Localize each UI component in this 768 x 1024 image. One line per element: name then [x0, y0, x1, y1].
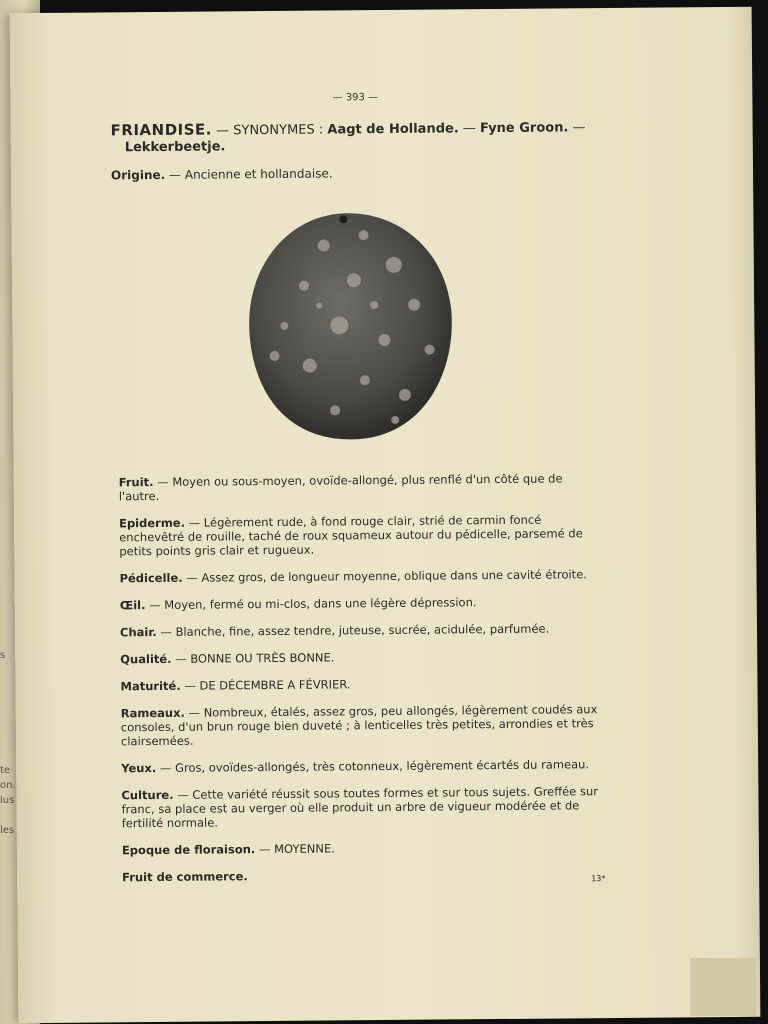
entry-fruit: [119, 471, 604, 503]
entry-label: Yeux.: [121, 761, 157, 776]
page-number: — 393 —: [332, 92, 379, 104]
entry-label: Maturité.: [120, 678, 181, 694]
entry-label: Fruit de commerce.: [122, 869, 248, 885]
facing-page-fragment: on.: [0, 780, 16, 791]
entry-text: — Moyen, fermé ou mi-clos, dans une légère dépression.: [145, 595, 477, 613]
entry-text: — Cette variété réussit sous toutes formes et sur tous sujets. Greffée sur franc, sa place est au verger où elle produit un arbre de vigueur modérée et de fertilité normale.: [121, 784, 599, 831]
entry-text: — Assez gros, de longueur moyenne, oblique dans une cavité étroite.: [182, 567, 587, 585]
entry-text: — Nombreux, étalés, assez gros, peu allongés, légèrement coudés aux consoles, d'un brun rouge bien duveté ; à lenticelles très petites, arrondies et très clairsemées.: [120, 702, 598, 749]
entry-text: — Moyen ou sous-moyen, ovoïde-allongé, plus renflé d'un côté que de l'autre.: [118, 471, 563, 504]
synonyms-label: — SYNONYMES :: [211, 122, 328, 139]
corner-thumbnail: [690, 958, 756, 1016]
origin-text: — Ancienne et hollandaise.: [165, 166, 333, 182]
entry-floraison: [122, 839, 607, 857]
description-list: [119, 471, 608, 897]
entry-label: Fruit.: [118, 475, 154, 490]
signature-mark: 13*: [591, 874, 606, 884]
entry-label: Epoque de floraison.: [121, 842, 256, 858]
entry-chair: [120, 621, 605, 639]
entry-pedicelle: [119, 567, 604, 585]
entry-label: Epiderme.: [119, 515, 186, 531]
book-page: [10, 7, 761, 1023]
entry-text: — DE DÉCEMBRE A FÉVRIER.: [180, 677, 351, 693]
synonym: Aagt de Hollande.: [327, 121, 459, 138]
entry-label: Culture.: [121, 787, 174, 803]
facing-page-fragment: te: [0, 765, 11, 776]
separator: —: [568, 120, 586, 136]
entry-culture: [121, 784, 606, 830]
entry-text: — BONNE OU TRÈS BONNE.: [171, 650, 335, 666]
entry-label: Œil.: [119, 598, 146, 613]
entry-maturite: [120, 675, 605, 693]
variety-title: [111, 118, 611, 156]
origin-line: [111, 164, 611, 182]
facing-page-fragment: les: [0, 825, 15, 836]
origin-label: Origine.: [110, 167, 166, 183]
entry-label: Rameaux.: [120, 705, 185, 721]
separator: —: [458, 121, 481, 137]
entry-oeil: [120, 594, 605, 612]
page-header: [111, 118, 612, 182]
entry-qualite: [120, 648, 605, 666]
pear-body: [248, 212, 453, 440]
entry-epiderme: [119, 512, 604, 558]
synonym: Fyne Groon.: [479, 120, 569, 137]
entry-text: — MOYENNE.: [255, 841, 335, 857]
entry-rameaux: [121, 702, 606, 748]
entry-text: — Gros, ovoïdes-allongés, très cotonneux, légèrement écartés du rameau.: [156, 757, 590, 776]
entry-label: Qualité.: [120, 651, 172, 667]
entry-label: Chair.: [119, 624, 157, 640]
pear-photo: [243, 204, 455, 444]
entry-yeux: [121, 757, 606, 775]
facing-page-fragment: lus: [0, 795, 15, 806]
facing-page-fragment: s: [0, 650, 6, 661]
synonym: Lekkerbeetje.: [124, 139, 226, 156]
entry-label: Pédicelle.: [119, 570, 183, 586]
entry-commerce: [122, 866, 607, 884]
variety-name: FRIANDISE.: [110, 120, 213, 140]
entry-text: — Blanche, fine, assez tendre, juteuse, sucrée, acidulée, parfumée.: [156, 621, 550, 639]
pear-eye: [339, 215, 347, 223]
entry-text: — Légèrement rude, à fond rouge clair, strié de carmin foncé enchevêtré de rouille, taché de roux squameux autour du pédicelle, parsemé de petits points gris clair et rugueux.: [119, 512, 583, 559]
